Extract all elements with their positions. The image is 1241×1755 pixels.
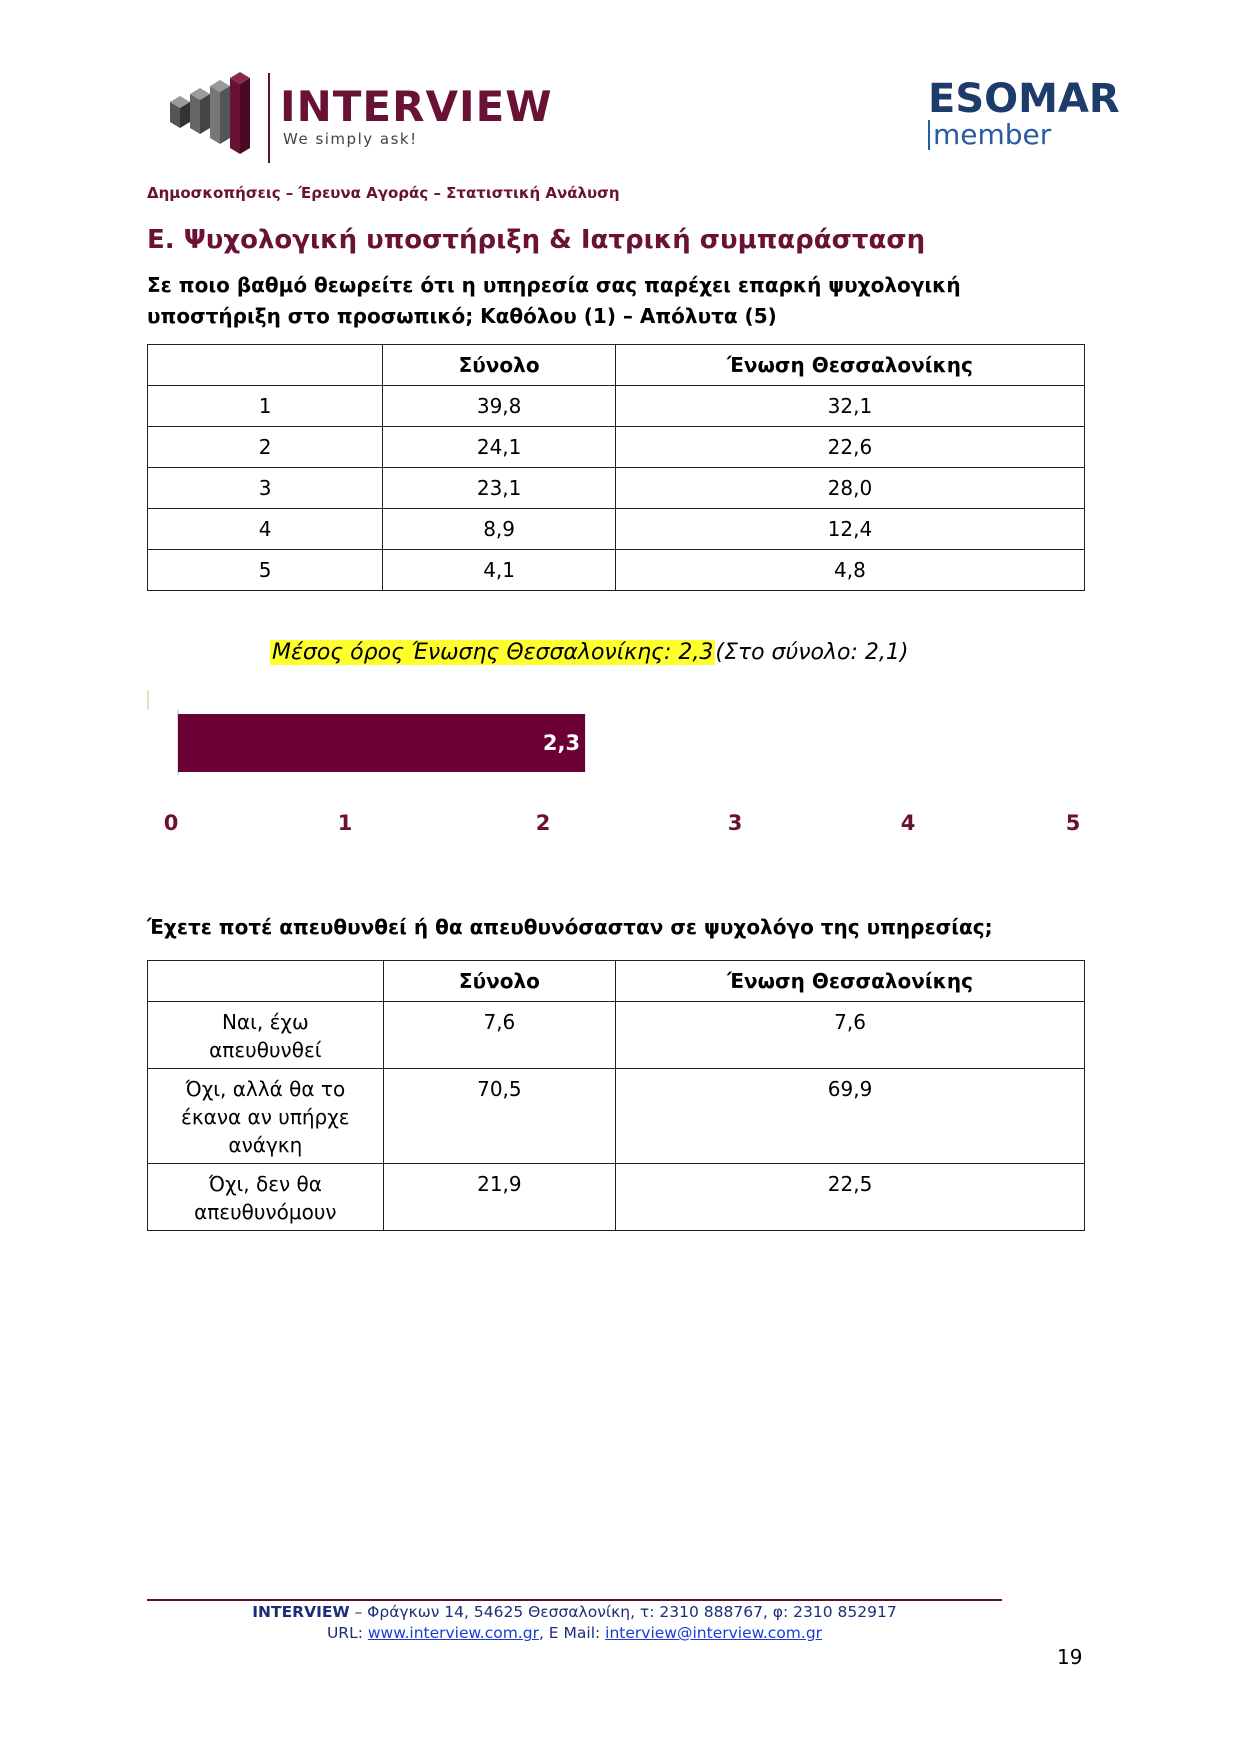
chart-tick-label: 2 xyxy=(535,811,551,835)
row-label-line: Όχι, δεν θα xyxy=(208,1172,322,1196)
footer-company: INTERVIEW xyxy=(252,1603,350,1621)
chart-tick-label: 0 xyxy=(163,811,179,835)
table-cell: 1 xyxy=(148,386,383,427)
psychologist-table xyxy=(147,960,1085,1231)
table-row xyxy=(148,1164,1085,1231)
row-label-line: απευθυνθεί xyxy=(209,1038,322,1062)
row-label-line: ανάγκη xyxy=(228,1133,303,1157)
table-row xyxy=(148,550,1085,591)
chart-bar xyxy=(178,714,585,772)
row-label-cell xyxy=(148,1002,384,1069)
row-label-cell xyxy=(148,1069,384,1164)
table-cell: 22,5 xyxy=(616,1164,1085,1231)
esomar-logo-title: ESOMAR xyxy=(928,76,1120,122)
table-row xyxy=(148,468,1085,509)
header-cell: Σύνολο xyxy=(383,345,616,386)
footer-address xyxy=(147,1603,1002,1621)
table-cell: 4,8 xyxy=(615,550,1084,591)
rating-table xyxy=(147,344,1085,591)
table-row xyxy=(148,386,1085,427)
header-cell: Ένωση Θεσσαλονίκης xyxy=(616,961,1085,1002)
table-header-row xyxy=(148,961,1085,1002)
interview-logo-icon xyxy=(168,72,263,157)
header-cell: Ένωση Θεσσαλονίκης xyxy=(615,345,1084,386)
header-cell: Σύνολο xyxy=(383,961,615,1002)
footer-url-link[interactable]: www.interview.com.gr xyxy=(367,1624,539,1642)
footer-divider xyxy=(147,1599,1002,1601)
logo-divider xyxy=(268,73,270,163)
table-cell: 5 xyxy=(148,550,383,591)
brand-name: INTERVIEW xyxy=(280,82,553,131)
footer-mail-label: , E Mail: xyxy=(538,1624,606,1642)
mean-union-highlight: Μέσος όρος Ένωσης Θεσσαλονίκης: 2,3 xyxy=(272,640,714,665)
footer-address-text: – Φράγκων 14, 54625 Θεσσαλονίκη, τ: 2310 888767, φ: 2310 852917 xyxy=(349,1603,897,1621)
question-1: Σε ποιο βαθμό θεωρείτε ότι η υπηρεσία σας παρέχει επαρκή ψυχολογική υποστήριξη στο προσωπικό; Καθόλου (1) – Απόλυτα (5) xyxy=(147,273,961,328)
table-cell: 24,1 xyxy=(383,427,616,468)
page-number: 19 xyxy=(1057,1645,1083,1669)
chart-tick-label: 1 xyxy=(337,811,353,835)
chart-tick-label: 3 xyxy=(727,811,743,835)
table-cell: 3 xyxy=(148,468,383,509)
table-cell: 23,1 xyxy=(383,468,616,509)
table-header-row xyxy=(148,345,1085,386)
table-cell: 28,0 xyxy=(615,468,1084,509)
header-cell xyxy=(148,961,384,1002)
footer-url-label: URL: xyxy=(326,1624,368,1642)
table-cell: 12,4 xyxy=(615,509,1084,550)
table-cell: 70,5 xyxy=(383,1069,615,1164)
table-cell: 4 xyxy=(148,509,383,550)
mean-bar-chart xyxy=(140,680,1100,840)
mean-total: (Στο σύνολο: 2,1) xyxy=(715,640,909,665)
table-row xyxy=(148,427,1085,468)
footer-contact xyxy=(147,1624,1002,1642)
row-label-cell xyxy=(148,1164,384,1231)
row-label-line: Όχι, αλλά θα το xyxy=(185,1077,346,1101)
chart-data-label: 2,3 xyxy=(542,731,581,755)
table-cell: 22,6 xyxy=(615,427,1084,468)
table-cell: 8,9 xyxy=(383,509,616,550)
table-cell: 32,1 xyxy=(615,386,1084,427)
chart-tick-label: 5 xyxy=(1065,811,1081,835)
table-cell: 2 xyxy=(148,427,383,468)
question-2: Έχετε ποτέ απευθυνθεί ή θα απευθυνόσασταν σε ψυχολόγο της υπηρεσίας; xyxy=(147,915,993,939)
header-cell xyxy=(148,345,383,386)
brand-tagline: We simply ask! xyxy=(283,130,418,148)
table-row xyxy=(148,509,1085,550)
table-cell: 69,9 xyxy=(616,1069,1085,1164)
table-row xyxy=(148,1002,1085,1069)
table-cell: 7,6 xyxy=(383,1002,615,1069)
services-line: Δημοσκοπήσεις – Έρευνα Αγοράς – Στατιστική Ανάλυση xyxy=(147,184,620,202)
esomar-logo-subtitle: member xyxy=(928,120,1051,150)
table-cell: 4,1 xyxy=(383,550,616,591)
row-label-line: απευθυνόμουν xyxy=(194,1200,337,1224)
row-label-line: έκανα αν υπήρχε xyxy=(181,1105,350,1129)
table-cell: 21,9 xyxy=(383,1164,615,1231)
table-cell: 39,8 xyxy=(383,386,616,427)
chart-tick-label: 4 xyxy=(900,811,916,835)
table-cell: 7,6 xyxy=(616,1002,1085,1069)
row-label-line: Ναι, έχω xyxy=(221,1010,309,1034)
footer-mail-link[interactable]: interview@interview.com.gr xyxy=(605,1624,823,1642)
section-title: Ε. Ψυχολογική υποστήριξη & Ιατρική συμπαράσταση xyxy=(147,225,926,255)
table-row xyxy=(148,1069,1085,1164)
mean-score-line xyxy=(270,640,908,665)
